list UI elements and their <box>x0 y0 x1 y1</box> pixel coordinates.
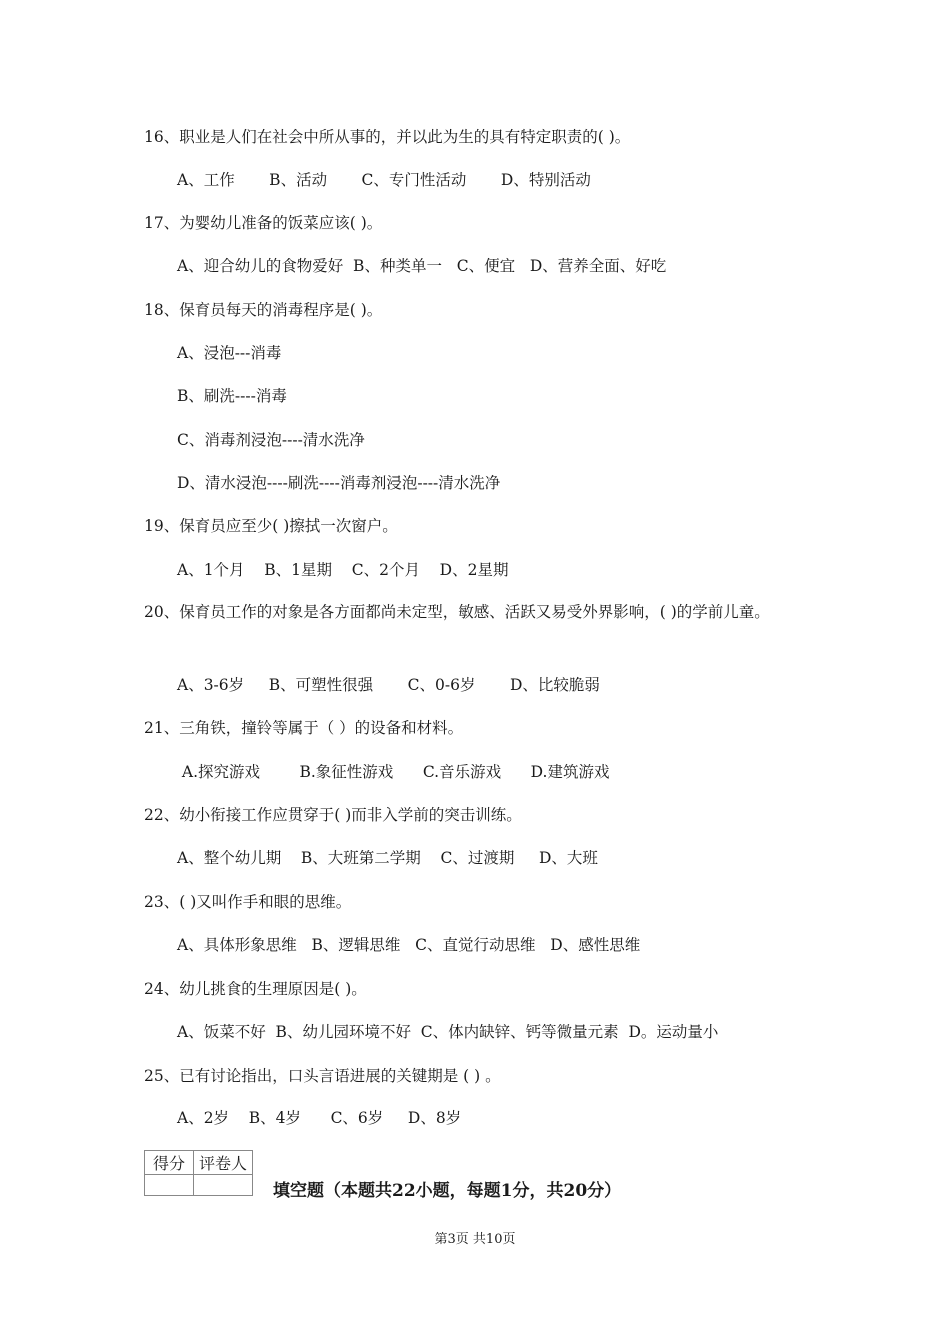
question-23-stem: 23、( )又叫作手和眼的思维。 <box>144 893 352 911</box>
question-22-options: A、整个幼儿期 B、大班第二学期 C、过渡期 D、大班 <box>177 849 598 867</box>
question-17-options: A、迎合幼儿的食物爱好 B、种类单一 C、便宜 D、营养全面、好吃 <box>177 257 667 275</box>
score-cell <box>145 1175 194 1196</box>
score-table <box>144 1150 253 1196</box>
page-footer: 第3页 共10页 <box>434 1232 516 1247</box>
question-19-stem: 19、保育员应至少( )擦拭一次窗户。 <box>144 517 398 535</box>
question-18-option-d: D、清水浸泡----刷洗----消毒剂浸泡----清水洗净 <box>177 474 501 492</box>
question-22-stem: 22、幼小衔接工作应贯穿于( )而非入学前的突击训练。 <box>144 806 522 824</box>
question-18-option-a: A、浸泡---消毒 <box>177 344 282 362</box>
grader-cell <box>194 1175 253 1196</box>
question-18-option-c: C、消毒剂浸泡----清水洗净 <box>177 431 365 449</box>
question-25-options: A、2岁 B、4岁 C、6岁 D、8岁 <box>177 1109 462 1127</box>
question-23-options: A、具体形象思维 B、逻辑思维 C、直觉行动思维 D、感性思维 <box>177 936 641 954</box>
question-24-stem: 24、幼儿挑食的生理原因是( )。 <box>144 980 367 998</box>
question-20-stem: 20、保育员工作的对象是各方面都尚未定型，敏感、活跃又易受外界影响，( )的学前儿童。 <box>144 603 770 621</box>
question-16-stem: 16、职业是人们在社会中所从事的，并以此为生的具有特定职责的( )。 <box>144 128 631 146</box>
score-header: 得分 <box>145 1151 194 1175</box>
question-18-option-b: B、刷洗----消毒 <box>177 387 287 405</box>
question-19-options: A、1个月 B、1星期 C、2个月 D、2星期 <box>177 561 509 579</box>
question-25-stem: 25、已有讨论指出，口头言语进展的关键期是 ( ) 。 <box>144 1067 501 1085</box>
question-17-stem: 17、为婴幼儿准备的饭菜应该( )。 <box>144 214 383 232</box>
grader-header: 评卷人 <box>194 1151 253 1175</box>
question-21-options: A.探究游戏 B.象征性游戏 C.音乐游戏 D.建筑游戏 <box>177 763 610 781</box>
section-title: 填空题（本题共22小题，每题1分，共20分） <box>273 1181 622 1201</box>
question-18-stem: 18、保育员每天的消毒程序是( )。 <box>144 301 383 319</box>
question-20-options: A、3-6岁 B、可塑性很强 C、0-6岁 D、比较脆弱 <box>177 676 600 694</box>
question-21-stem: 21、三角铁，撞铃等属于（ ）的设备和材料。 <box>144 719 464 737</box>
question-24-options: A、饭菜不好 B、幼儿园环境不好 C、体内缺锌、钙等微量元素 D。运动量小 <box>177 1023 719 1041</box>
question-16-options: A、工作 B、活动 C、专门性活动 D、特别活动 <box>177 171 591 189</box>
